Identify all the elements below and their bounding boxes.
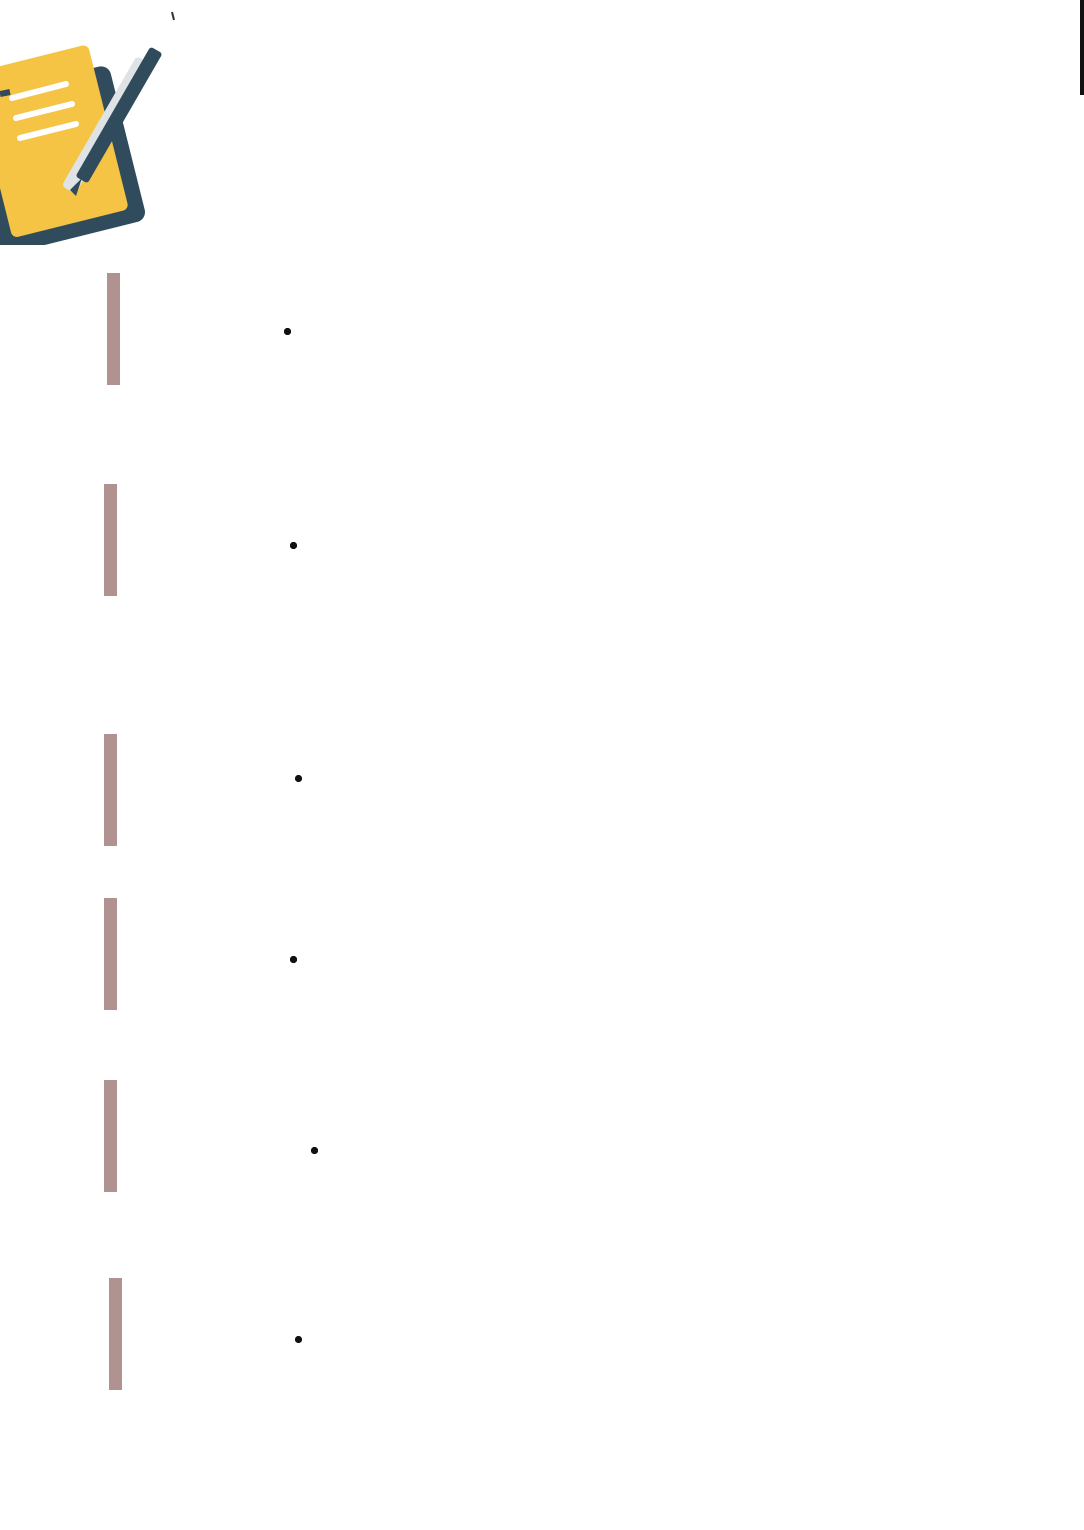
accent-bar xyxy=(104,734,117,846)
notebook-pen-icon xyxy=(0,10,185,245)
accent-bar xyxy=(104,484,117,596)
accent-bar xyxy=(104,1080,117,1192)
accent-bar xyxy=(109,1278,122,1390)
accent-bar xyxy=(104,898,117,1010)
accent-bar xyxy=(107,273,120,385)
